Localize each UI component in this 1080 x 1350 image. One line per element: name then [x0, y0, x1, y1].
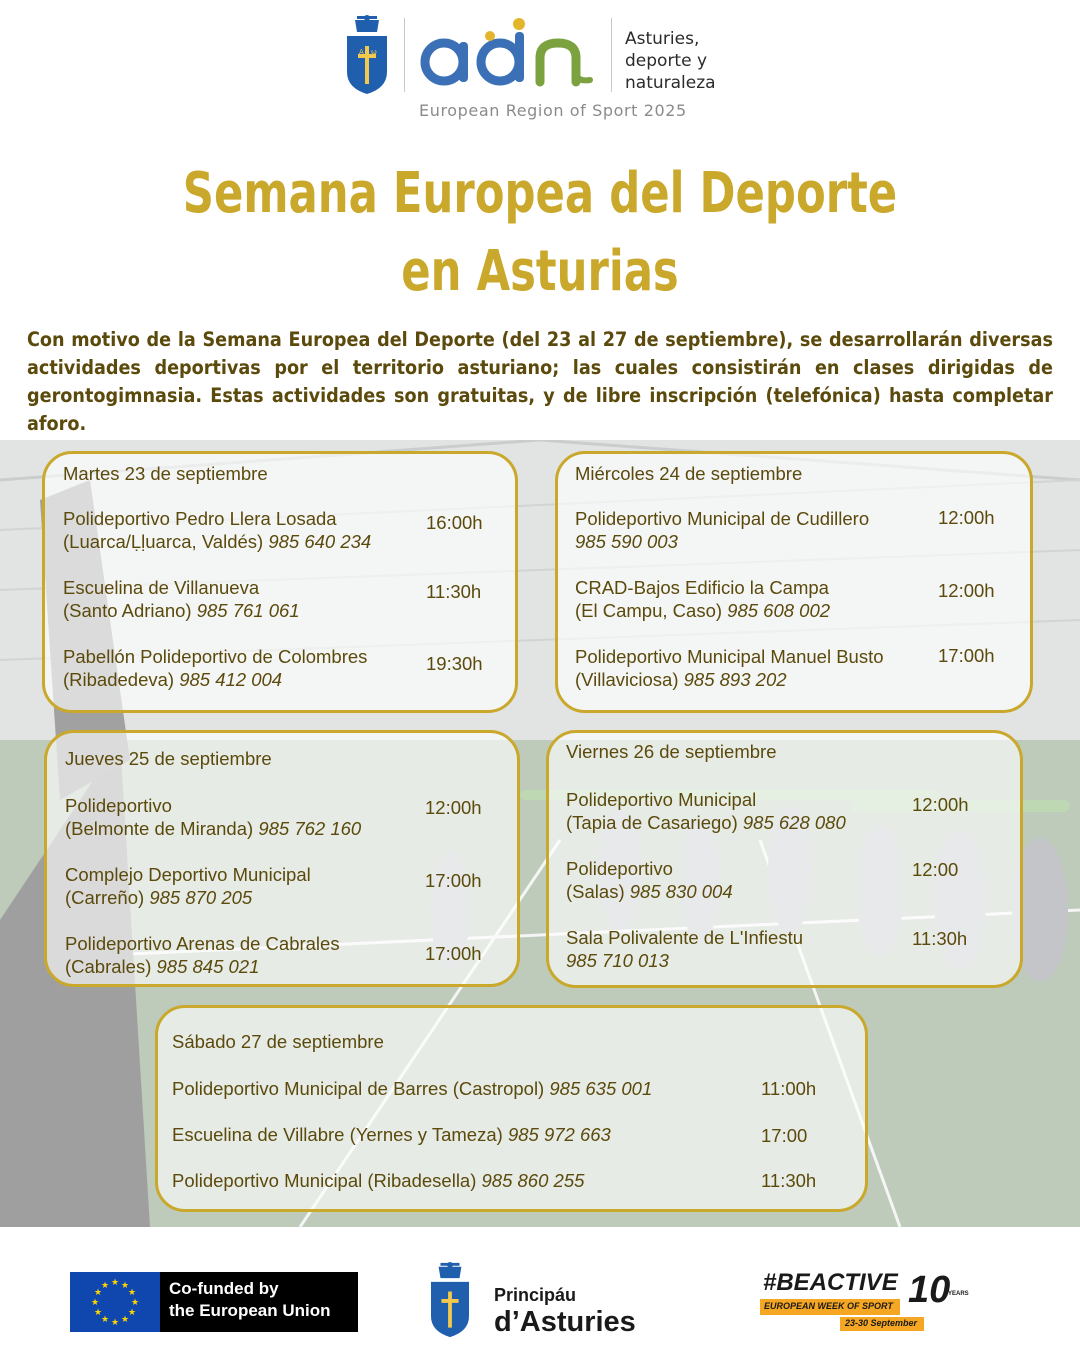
venue-location: (Belmonte de Miranda) 985 762 160 — [65, 818, 362, 839]
svg-text:★: ★ — [100, 1315, 110, 1325]
venue-location — [566, 949, 803, 972]
phone-number[interactable]: 985 845 021 — [156, 956, 260, 977]
venue-name — [566, 857, 733, 903]
venue-name — [63, 507, 371, 553]
principado-logo-text — [494, 1285, 636, 1338]
venue-name — [63, 576, 300, 622]
phone-number[interactable]: 985 893 202 — [683, 669, 787, 690]
venue-location — [575, 530, 869, 553]
svg-text:A: A — [359, 48, 364, 56]
beactive-years: YEARS — [948, 1291, 969, 1297]
tagline-line: deporte y — [625, 51, 708, 71]
beactive-anniversary: 10 — [908, 1269, 951, 1311]
eu-text-line: the European Union — [169, 1301, 331, 1320]
venue-line: Complejo Deportivo Municipal — [65, 864, 311, 885]
adn-tagline — [625, 28, 716, 94]
activity-time: 12:00h — [425, 797, 482, 818]
venue-name: Polideportivo Municipal (Ribadesella) 985 860 255 — [172, 1170, 585, 1191]
header — [0, 0, 1080, 130]
venue-line: Polideportivo Municipal de Cudillero — [575, 508, 870, 529]
day-label: Martes 23 de septiembre — [63, 463, 268, 484]
asturias-shield-icon — [343, 14, 391, 96]
header-divider — [404, 18, 405, 92]
phone-number[interactable]: 985 628 080 — [742, 812, 846, 833]
beactive-dates: 23-30 September — [845, 1318, 918, 1328]
venue-name — [65, 863, 311, 909]
activity-time: 12:00h — [912, 794, 969, 815]
activity-time: 12:00 — [912, 859, 959, 880]
svg-text:★: ★ — [100, 1281, 110, 1291]
venue-name: Escuelina de Villabre (Yernes y Tameza) 985 972 663 — [172, 1124, 611, 1145]
venue-location: (Carreño) 985 870 205 — [65, 887, 253, 908]
venue-location: (Cabrales) 985 845 021 — [65, 956, 260, 977]
venue-line: Polideportivo — [566, 858, 673, 879]
beactive-week-label: EUROPEAN WEEK OF SPORT — [764, 1301, 893, 1311]
venue-line: Polideportivo Pedro Llera Losada — [63, 508, 337, 529]
svg-text:★: ★ — [120, 1315, 130, 1325]
activity-time: 12:00h — [938, 580, 995, 601]
phone-number[interactable]: 985 972 663 — [507, 1124, 611, 1145]
venue-name — [63, 645, 367, 691]
title-line: Semana Europea del Deporte — [182, 161, 898, 226]
venue-line: Sala Polivalente de L'Infiestu — [566, 927, 803, 948]
activity-time: 17:00h — [425, 943, 482, 964]
day-label: Miércoles 24 de septiembre — [575, 463, 803, 484]
title-line: en Asturias — [401, 239, 679, 304]
day-card-martes — [42, 451, 518, 713]
venue-location: (Luarca/Ḷḷuarca, Valdés) 985 640 234 — [63, 531, 372, 552]
eu-flag-icon — [70, 1272, 160, 1332]
phone-number[interactable]: 985 830 004 — [629, 881, 733, 902]
activity-time: 11:00h — [761, 1078, 817, 1099]
activity-time: 11:30h — [426, 581, 482, 602]
venue-name — [566, 788, 846, 834]
phone-number[interactable]: 985 635 001 — [549, 1078, 653, 1099]
svg-text:★: ★ — [93, 1288, 103, 1298]
phone-number[interactable]: 985 870 205 — [149, 887, 253, 908]
activity-time: 17:00h — [938, 645, 995, 666]
svg-text:★: ★ — [93, 1308, 103, 1318]
phone-number[interactable]: 985 590 003 — [575, 531, 678, 552]
venue-line: Escuelina de Villanueva — [63, 577, 260, 598]
tagline-line: naturaleza — [625, 73, 716, 93]
activity-time: 19:30h — [426, 653, 483, 674]
venue-name — [575, 576, 830, 622]
header-divider — [611, 18, 612, 92]
adn-subtitle: European Region of Sport 2025 — [419, 101, 687, 120]
venue-line: Polideportivo Municipal Manuel Busto — [575, 646, 884, 667]
venue-name — [575, 645, 884, 691]
svg-text:★: ★ — [110, 1278, 120, 1288]
venue-line: CRAD-Bajos Edificio la Campa — [575, 577, 829, 598]
phone-number[interactable]: 985 762 160 — [258, 818, 362, 839]
day-card-miercoles — [555, 451, 1033, 713]
svg-text:★: ★ — [90, 1298, 100, 1308]
svg-text:ω: ω — [371, 48, 377, 56]
venue-location: (Ribadedeva) 985 412 004 — [63, 669, 283, 690]
phone-number[interactable]: 985 761 061 — [196, 600, 300, 621]
svg-text:★: ★ — [120, 1281, 130, 1291]
eu-text-line: Co-funded by — [169, 1279, 279, 1298]
day-label: Sábado 27 de septiembre — [172, 1031, 384, 1052]
venue-line: Polideportivo — [65, 795, 172, 816]
venue-name — [65, 794, 361, 840]
venue-location: (Tapia de Casariego) 985 628 080 — [566, 812, 846, 833]
activity-time: 17:00 — [761, 1125, 808, 1146]
activity-time: 11:30h — [761, 1170, 817, 1191]
activity-time: 17:00h — [425, 870, 482, 891]
tagline-line: Asturies, — [625, 29, 700, 49]
svg-text:★: ★ — [127, 1308, 137, 1318]
venue-name: Polideportivo Municipal de Barres (Castropol) 985 635 001 — [172, 1078, 653, 1099]
beactive-hashtag: #BEACTIVE — [763, 1269, 898, 1296]
day-card-sabado — [155, 1005, 868, 1212]
phone-number[interactable]: 985 710 013 — [566, 950, 669, 971]
venue-line: Polideportivo Arenas de Cabrales — [65, 933, 340, 954]
phone-number[interactable]: 985 640 234 — [268, 531, 372, 552]
footer — [0, 1227, 1080, 1350]
venue-name — [65, 932, 340, 978]
eu-cofunded-label — [160, 1272, 358, 1332]
adn-logo — [418, 14, 600, 94]
beactive-logo — [760, 1269, 969, 1339]
day-label: Jueves 25 de septiembre — [65, 748, 272, 769]
day-card-jueves — [44, 730, 520, 987]
principado-line: Principáu — [494, 1285, 577, 1305]
page-title — [76, 155, 1005, 311]
phone-number[interactable]: 985 412 004 — [179, 669, 283, 690]
activity-time: 11:30h — [912, 928, 968, 949]
venue-line: Pabellón Polideportivo de Colombres — [63, 646, 368, 667]
activity-time: 16:00h — [426, 512, 483, 533]
venue-name — [575, 507, 869, 553]
venue-location: (Salas) 985 830 004 — [566, 881, 733, 902]
intro-paragraph: Con motivo de la Semana Europea del Deporte (del 23 al 27 de septiembre), se desarrollarán diversas actividades deportivas por el territorio asturiano; las cuales consistirán en clases dirigidas de gerontogimnasia. Estas actividades son gratuitas, y de libre inscripción (telefónica) hasta completar aforo. — [27, 328, 1053, 435]
venue-location: (Villaviciosa) 985 893 202 — [575, 669, 787, 690]
phone-number[interactable]: 985 608 002 — [727, 600, 831, 621]
activity-time: 12:00h — [938, 507, 995, 528]
phone-number[interactable]: 985 860 255 — [481, 1170, 585, 1191]
svg-text:★: ★ — [130, 1298, 140, 1308]
day-card-viernes — [546, 730, 1023, 988]
day-label: Viernes 26 de septiembre — [566, 741, 777, 762]
svg-text:★: ★ — [127, 1288, 137, 1298]
asturias-shield-icon — [427, 1261, 473, 1339]
principado-line: d’Asturies — [494, 1306, 636, 1338]
venue-location: (El Campu, Caso) 985 608 002 — [575, 600, 831, 621]
venue-location: (Santo Adriano) 985 761 061 — [63, 600, 300, 621]
svg-text:★: ★ — [110, 1318, 120, 1328]
venue-line: Polideportivo Municipal — [566, 789, 757, 810]
venue-name — [566, 926, 803, 972]
